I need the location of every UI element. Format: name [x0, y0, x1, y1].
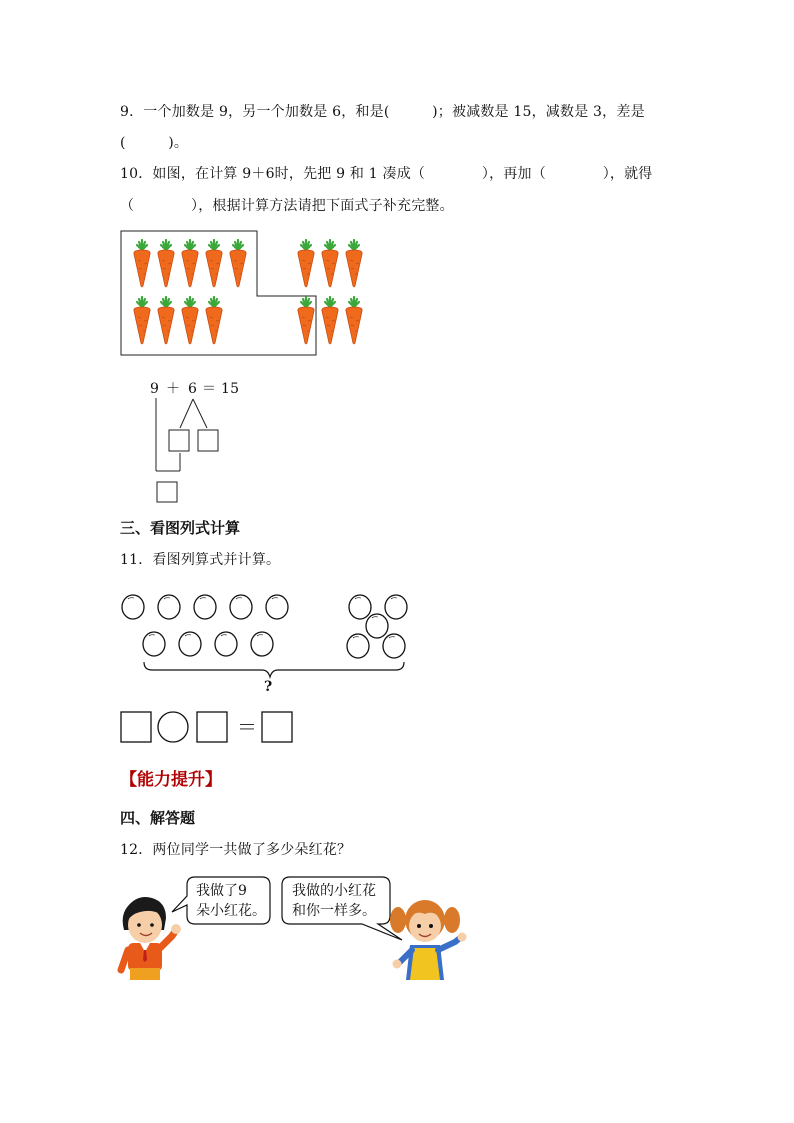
boy-speech-line: 朵小红花。 [196, 903, 266, 919]
answer-box [121, 712, 151, 742]
ability-title: 【能力提升】 [120, 770, 222, 790]
carrot [346, 297, 362, 344]
brace [144, 662, 404, 677]
answer-box [262, 712, 292, 742]
answer-box [197, 712, 227, 742]
boy-illustration [121, 897, 181, 980]
grouping-frame [121, 231, 316, 355]
girl-speech-line: 我做的小红花 [292, 883, 376, 899]
carrot [230, 240, 246, 287]
carrot [298, 297, 314, 344]
carrot [206, 240, 222, 287]
carrot [158, 297, 174, 344]
q12-text: 12．两位同学一共做了多少朵红花？ [120, 842, 352, 858]
equation-result: 15 [221, 381, 240, 397]
q10-line1: 10．如图，在计算 9＋6时，先把 9 和 1 凑成（ ），再加（ ），就得 [120, 166, 653, 182]
carrot [298, 240, 314, 287]
question-mark: ? [264, 679, 273, 695]
boy-speech-text [196, 881, 268, 921]
carrot [322, 240, 338, 287]
oval-group-left [122, 595, 288, 656]
boy-speech-line: 我做了9 [196, 883, 247, 899]
equation-plus: ＋ [166, 381, 181, 397]
q9-line1: 9．一个加数是 9，另一个加数是 6，和是( )；被减数是 15，减数是 3，差是 [120, 104, 645, 120]
operator-circle [158, 712, 188, 742]
carrot [206, 297, 222, 344]
answer-box [157, 482, 177, 502]
carrot [346, 240, 362, 287]
oval-group-right [347, 595, 407, 658]
carrot [158, 240, 174, 287]
carrot [134, 297, 150, 344]
equals-sign: ＝ [237, 715, 257, 739]
q11-text: 11．看图列算式并计算。 [120, 552, 281, 568]
girl-speech-text [292, 881, 388, 921]
equation-a: 9 [150, 381, 160, 397]
q10-line2: （ ），根据计算方法请把下面式子补充完整。 [120, 198, 454, 214]
q9-line2: ( )。 [120, 135, 189, 151]
carrot [182, 297, 198, 344]
carrot [182, 240, 198, 287]
equation-equals: ＝ [202, 381, 217, 397]
carrot [322, 297, 338, 344]
girl-speech-line: 和你一样多。 [292, 903, 376, 919]
equation-b: 6 [188, 381, 198, 397]
answer-box [169, 430, 189, 451]
section-4-title: 四、解答题 [120, 809, 196, 827]
carrot [134, 240, 150, 287]
section-3-title: 三、看图列式计算 [120, 519, 241, 537]
answer-box [198, 430, 218, 451]
